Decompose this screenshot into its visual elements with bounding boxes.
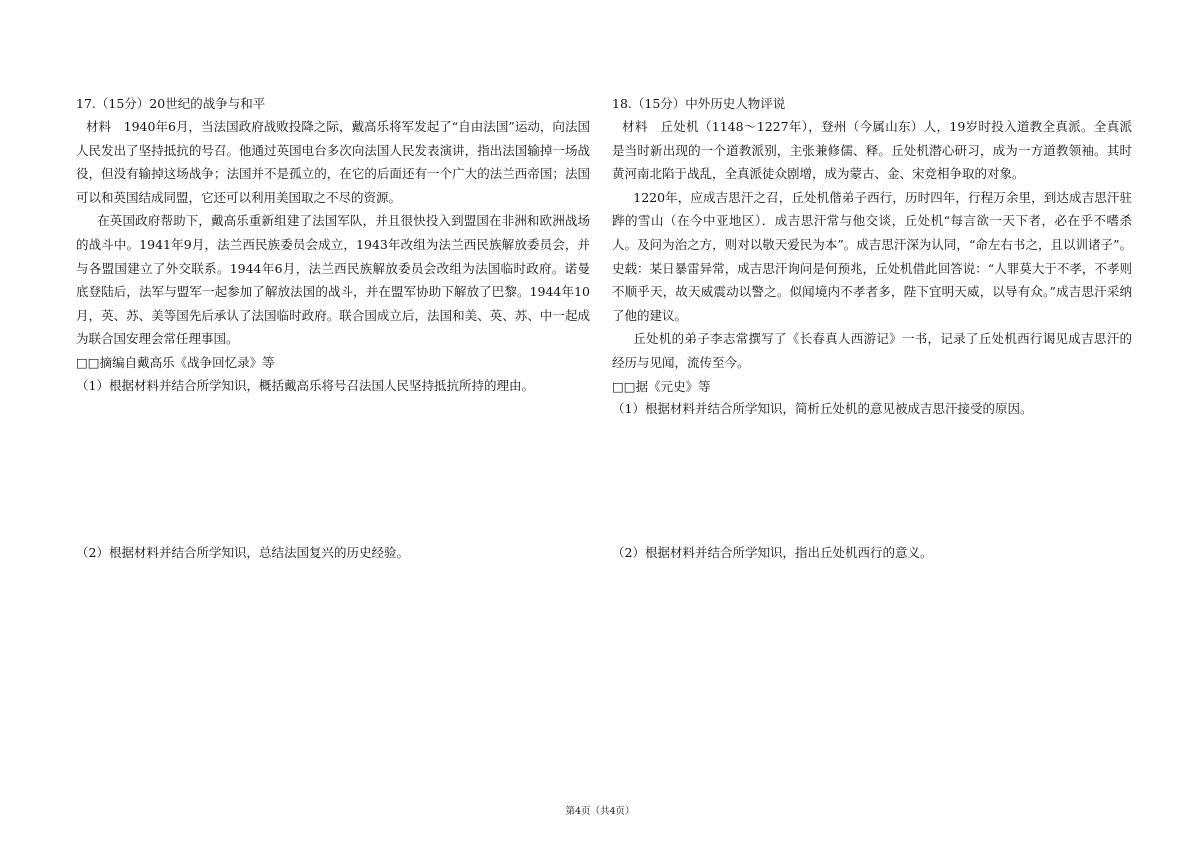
question-18-part-1: （1）根据材料并结合所学知识，简析丘处机的意见被成吉思汗接受的原因。 xyxy=(612,401,1033,417)
material-paragraph: 在英国政府帮助下，戴高乐重新组建了法国军队，并且很快投入到盟国在非洲和欧洲战场的战斗中。1941年9月，法兰西民族委员会成立，1943年改组为法兰西民族解放委员会，并与各盟国建立了外交联系。1944年6月，法兰西民族解放委员会改组为法国临时政府。诺曼底登陆后，法军与盟军一起参加了解放法国的战斗，并在盟军协助下解放了巴黎。1944年10月，英、苏、美等国先后承认了法国临时政府。联合国成立后，法国和美、英、苏、中一起成为联合国安理会常任理事国。 xyxy=(76,213,590,347)
material-paragraph: 1220年，应成吉思汗之召，丘处机偕弟子西行，历时四年，行程万余里，到达成吉思汗驻跸的雪山（在今中亚地区）．成吉思汗常与他交谈，丘处机“每言欲一天下者，必在乎不嗜杀人。及问为治之方，则对以敬天爱民为本”。成吉思汗深为认同，“命左右书之，且以训诸子”。史载：某日暴雷异常，成吉思汗询问是何预兆，丘处机借此回答说：“人罪莫大于不孝，不孝则不顺乎天，故天威震动以警之。似闻境内不孝者多，陛下宜明天威，以导有众。”成吉思汗采纳了他的建议。 xyxy=(612,189,1132,323)
question-18-part-2: （2）根据材料并结合所学知识，指出丘处机西行的意义。 xyxy=(612,545,933,560)
question-17-part-1: （1）根据材料并结合所学知识，概括戴高乐将号召法国人民坚持抵抗所持的理由。 xyxy=(76,377,534,393)
question-18-title: 18.（15分）中外历史人物评说 xyxy=(612,96,786,111)
question-17-title: 17.（15分）20世纪的战争与和平 xyxy=(76,96,266,111)
question-18 xyxy=(612,93,1132,420)
material-paragraph: 材料 1940年6月，当法国政府战败投降之际，戴高乐将军发起了“自由法国”运动，向法国人民发出了坚持抵抗的号召。他通过英国电台多次向法国人民发表演讲，指出法国输掉一场战役，但没有输掉这场战争；法国并不是孤立的，在它的后面还有一个广大的法兰西帝国；法国可以和英国结成同盟，它还可以利用美国取之不尽的资源。 xyxy=(76,119,590,205)
page-footer: 第4页（共4页） xyxy=(565,806,635,817)
material-source: □□摘编自戴高乐《战争回忆录》等 xyxy=(76,354,275,370)
material-source: □□据《元史》等 xyxy=(612,378,711,394)
question-17 xyxy=(76,93,590,397)
question-17-part-2: （2）根据材料并结合所学知识，总结法国复兴的历史经验。 xyxy=(76,545,409,560)
material-paragraph: 丘处机的弟子李志常撰写了《长春真人西游记》一书，记录了丘处机西行谒见成吉思汗的经历与见闻，流传至今。 xyxy=(612,331,1132,370)
material-paragraph: 材料 丘处机（1148～1227年），登州（今属山东）人，19岁时投入道教全真派。全真派是当时新出现的一个道教派别，主张兼修儒、释。丘处机潜心研习，成为一方道教领袖。其时黄河南北陷于战乱，全真派徒众剧增，成为蒙古、金、宋竞相争取的对象。 xyxy=(612,119,1132,182)
